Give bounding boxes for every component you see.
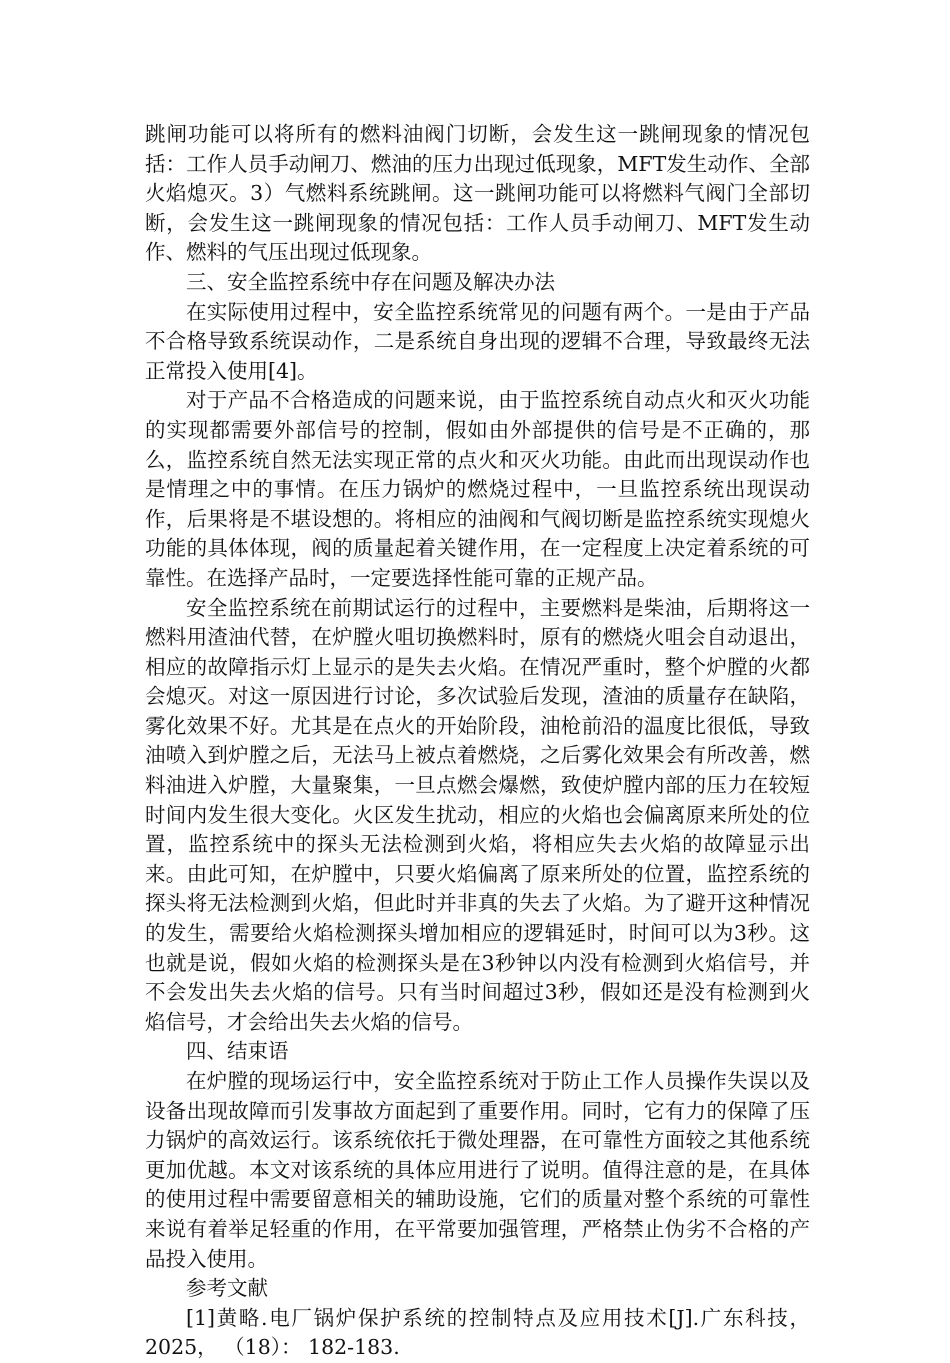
body-paragraph: 安全监控系统在前期试运行的过程中，主要燃料是柴油，后期将这一燃料用渣油代替，在炉膛火咀切换燃料时，原有的燃烧火咀会自动退出，相应的故障指示灯上显示的是失去火焰。在情况严重时，整个炉膛的火都会熄灭。对这一原因进行讨论，多次试验后发现，渣油的质量存在缺陷，雾化效果不好。尤其是在点火的开始阶段，油枪前沿的温度比很低，导致油喷入到炉膛之后，无法马上被点着燃烧，之后雾化效果会有所改善，燃料油进入炉膛，大量聚集，一旦点燃会爆燃，致使炉膛内部的压力在较短时间内发生很大变化。火区发生扰动，相应的火焰也会偏离原来所处的位置，监控系统中的探头无法检测到火焰，将相应失去火焰的故障显示出来。由此可知，在炉膛中，只要火焰偏离了原来所处的位置，监控系统的探头将无法检测到火焰，但此时并非真的失去了火焰。为了避开这种情况的发生，需要给火焰检测探头增加相应的逻辑延时，时间可以为3秒。这也就是说，假如火焰的检测探头是在3秒钟以内没有检测到火焰信号，并不会发出失去火焰的信号。只有当时间超过3秒，假如还是没有检测到火焰信号，才会给出失去火焰的信号。 [145, 595, 810, 1034]
section-heading-references: 参考文献 [186, 1276, 268, 1301]
document-page [145, 120, 810, 1363]
body-paragraph: 对于产品不合格造成的问题来说，由于监控系统自动点火和灭火功能的实现都需要外部信号的控制，假如由外部提供的信号是不正确的，那么，监控系统自然无法实现正常的点火和灭火功能。由此而出现误动作也是情理之中的事情。在压力锅炉的燃烧过程中，一旦监控系统出现误动作，后果将是不堪设想的。将相应的油阀和气阀切断是监控系统实现熄火功能的具体体现，阀的质量起着关键作用，在一定程度上决定着系统的可靠性。在选择产品时，一定要选择性能可靠的正规产品。 [145, 388, 810, 590]
reference-item: [1]黄略.电厂锅炉保护系统的控制特点及应用技术[J].广东科技， 2025， （18）： 182-183. [145, 1305, 810, 1360]
body-paragraph: 在实际使用过程中，安全监控系统常见的问题有两个。一是由于产品不合格导致系统误动作，二是系统自身出现的逻辑不合理，导致最终无法正常投入使用[4]。 [145, 299, 810, 383]
body-paragraph: 跳闸功能可以将所有的燃料油阀门切断，会发生这一跳闸现象的情况包括：工作人员手动闸刀、燃油的压力出现过低现象，MFT发生动作、全部火焰熄灭。3）气燃料系统跳闸。这一跳闸功能可以将燃料气阀门全部切断，会发生这一跳闸现象的情况包括：工作人员手动闸刀、MFT发生动作、燃料的气压出现过低现象。 [145, 122, 810, 265]
body-paragraph: 在炉膛的现场运行中，安全监控系统对于防止工作人员操作失误以及设备出现故障而引发事故方面起到了重要作用。同时，它有力的保障了压力锅炉的高效运行。该系统依托于微处理器，在可靠性方面较之其他系统更加优越。本文对该系统的具体应用进行了说明。值得注意的是，在具体的使用过程中需要留意相关的辅助设施，它们的质量对整个系统的可靠性来说有着举足轻重的作用，在平常要加强管理，严格禁止伪劣不合格的产品投入使用。 [145, 1069, 810, 1271]
section-heading-conclusion: 四、结束语 [186, 1039, 289, 1064]
section-heading-problems: 三、安全监控系统中存在问题及解决办法 [186, 269, 555, 294]
